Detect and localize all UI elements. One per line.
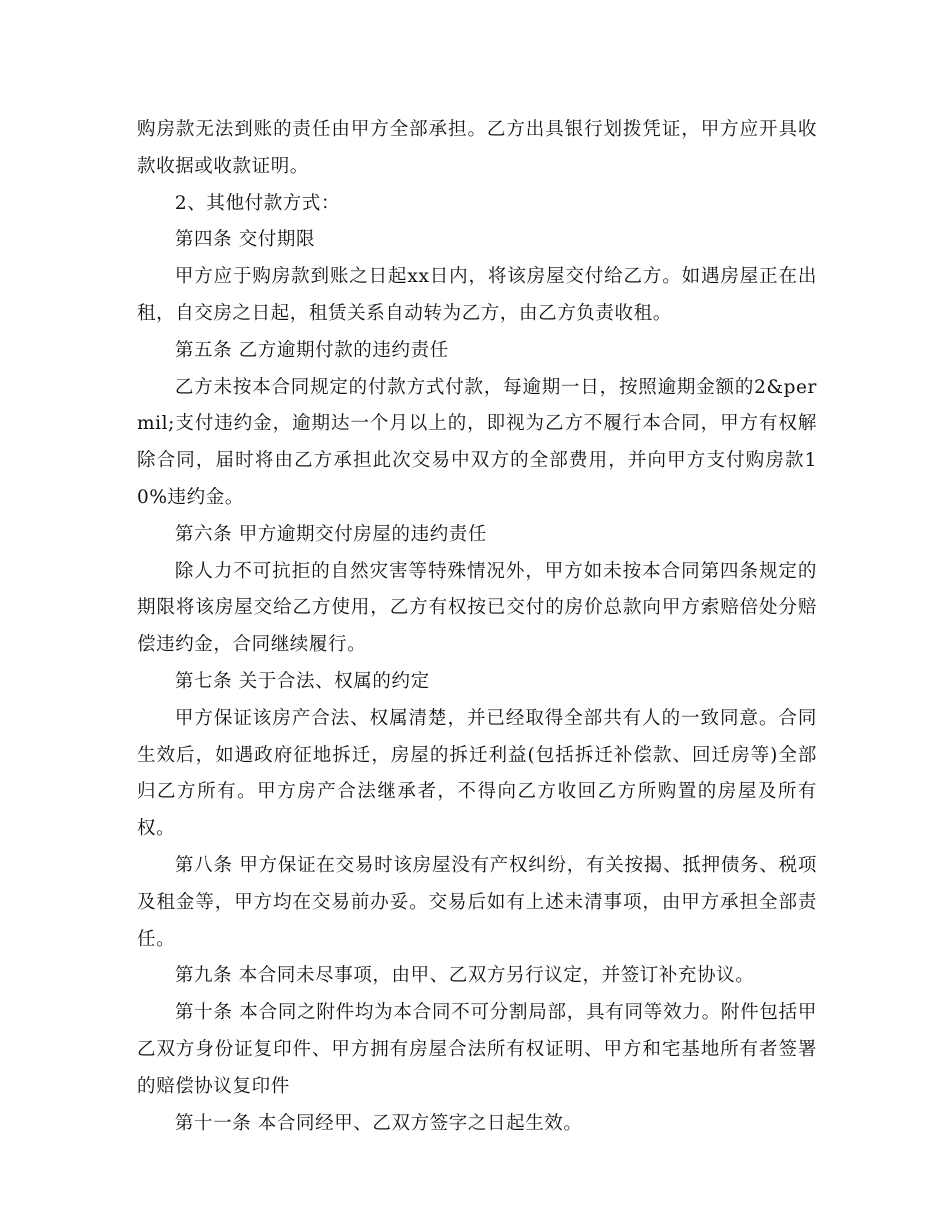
heading-article-4: 第四条 交付期限 xyxy=(174,229,316,251)
paragraph-article-5: 乙方未按本合同规定的付款方式付款，每逾期一日，按照逾期金额的2&permil;支付违约金，逾期达一个月以上的，即视为乙方不履行本合同，甲方有权解除合同，届时将由乙方承担此次交易中双方的全部费用，并向甲方支付购房款10%违约金。 xyxy=(137,376,817,508)
paragraph-article-7: 甲方保证该房产合法、权属清楚，并已经取得全部共有人的一致同意。合同生效后，如遇政府征地拆迁，房屋的拆迁利益(包括拆迁补偿款、回迁房等)全部归乙方所有。甲方房产合法继承者，不得向乙方收回乙方所购置的房屋及所有权。 xyxy=(137,707,817,840)
paragraph-article-8: 第八条 甲方保证在交易时该房屋没有产权纠纷，有关按揭、抵押债务、税项及租金等，甲方均在交易前办妥。交易后如有上述未清事项，由甲方承担全部责任。 xyxy=(137,854,817,950)
paragraph-other-payment: 2、其他付款方式： xyxy=(174,192,341,214)
paragraph-payment-responsibility: 购房款无法到账的责任由甲方全部承担。乙方出具银行划拨凭证，甲方应开具收款收据或收款证明。 xyxy=(137,119,817,177)
paragraph-article-10: 第十条 本合同之附件均为本合同不可分割局部，具有同等效力。附件包括甲乙双方身份证复印件、甲方拥有房屋合法所有权证明、甲方和宅基地所有者签署的赔偿协议复印件 xyxy=(137,1002,817,1097)
paragraph-article-6: 除人力不可抗拒的自然灾害等特殊情况外，甲方如未按本合同第四条规定的期限将该房屋交给乙方使用，乙方有权按已交付的房价总款向甲方索赔倍处分赔偿违约金，合同继续履行。 xyxy=(137,560,817,656)
heading-article-7: 第七条 关于合法、权属的约定 xyxy=(174,670,430,692)
document-body xyxy=(137,112,817,1142)
paragraph-article-4: 甲方应于购房款到账之日起xx日内，将该房屋交付给乙方。如遇房屋正在出租，自交房之日起，租赁关系自动转为乙方，由乙方负责收租。 xyxy=(137,266,817,324)
heading-article-6: 第六条 甲方逾期交付房屋的违约责任 xyxy=(174,523,488,545)
paragraph-article-11: 第十一条 本合同经甲、乙双方签字之日起生效。 xyxy=(174,1112,583,1134)
heading-article-5: 第五条 乙方逾期付款的违约责任 xyxy=(174,339,449,361)
paragraph-article-9: 第九条 本合同未尽事项，由甲、乙双方另行议定，并签订补充协议。 xyxy=(174,965,755,987)
